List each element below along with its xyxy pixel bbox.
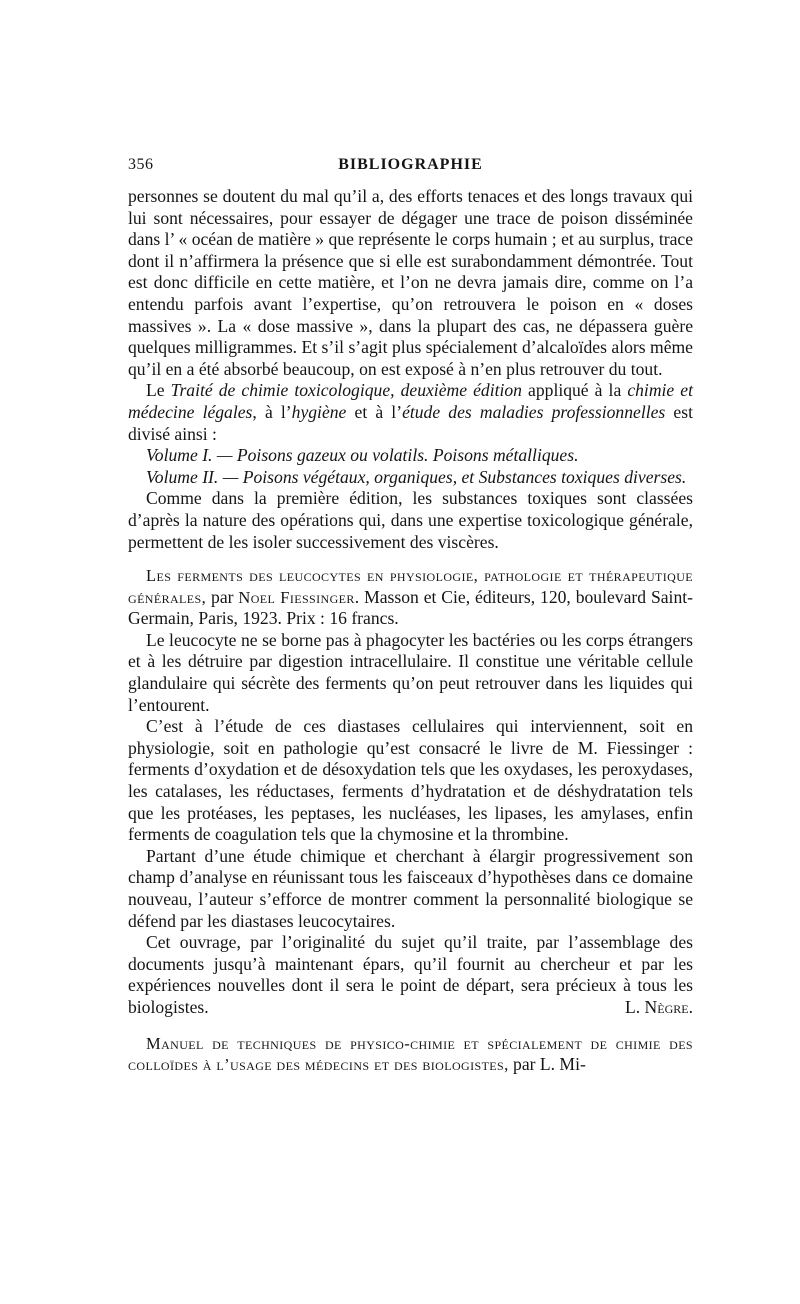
text: est divisé ainsi : — [128, 401, 693, 444]
field-name: chimie et médecine légales — [128, 380, 693, 422]
volume-1 — [128, 445, 693, 467]
review-author: Noel Fiessinger — [238, 587, 355, 607]
text: , à l’ — [252, 401, 292, 422]
text: Le — [146, 380, 171, 401]
page-number: 356 — [128, 156, 154, 173]
field-name: hygiène — [291, 401, 347, 422]
running-title: BIBLIOGRAPHIE — [338, 156, 483, 173]
review-title: Manuel de techniques de physico-chimie et spécialement de chimie des colloïdes à l’usage des médecins et des biologistes, — [128, 1033, 693, 1075]
review-heading-manuel — [128, 1033, 693, 1076]
paragraph-classification: Comme dans la première édition, les substances toxiques sont classées d’après la nature des opérations qui, dans une expertise toxicologique générale, permettent de les isoler successivement des viscères. — [128, 488, 693, 552]
review-heading-ferments — [128, 565, 693, 630]
text: et à l’ — [346, 401, 403, 422]
field-name: étude des maladies professionnelles — [402, 401, 666, 422]
text: par — [206, 586, 239, 607]
review-paragraph: Le leucocyte ne se borne pas à phagocyter les bactéries ou les corps étrangers et à les détruire par digestion intracellulaire. Il constitue une véritable cellule glandulaire qui sécrète des ferments qu’on peut retrouver dans les liquides qui l’entourent. — [128, 629, 693, 715]
text: par L. Mi- — [508, 1054, 586, 1075]
publisher-info: . Masson et Cie, éditeurs, 120, boulevard Saint-Germain, Paris, 1923. Prix : 16 francs. — [128, 586, 693, 629]
review-text: Cet ouvrage, par l’originalité du sujet qu’il traite, par l’assemblage des documents jusqu’à maintenant épars, qu’il fournit au chercheur et par les expériences nouvelles dont il sera le point de départ, sera précieux à tous les biologistes. — [128, 932, 693, 1017]
body-text — [128, 186, 693, 1076]
review-paragraph: Partant d’une étude chimique et cherchant à élargir progressivement son champ d’analyse en réunissant tous les faisceaux d’hypothèses dans ce domaine nouveau, l’auteur s’efforce de montrer comment la personnalité biologique se défend par les diastases leucocytaires. — [128, 845, 693, 931]
text: appliqué à la — [521, 380, 628, 401]
review-paragraph: C’est à l’étude de ces diastases cellulaires qui interviennent, soit en physiologie, soit en pathologie qu’est consacré le livre de M. Fiessinger : ferments d’oxydation et de désoxydation tels que les oxydases, les peroxydases, les catalases, les réductases, ferments d’hydratation et de déshydratation tels que les protéases, les peptases, les nucléases, les lipases, les amylases, enfin ferments de coagulation tels que la chymosine et la thrombine. — [128, 716, 693, 845]
volume-2-text: Volume II. — Poisons végétaux, organiques, et Substances toxiques diverses. — [146, 466, 687, 487]
book-title: Traité de chimie toxicologique, deuxième édition — [170, 380, 522, 401]
review-paragraph-final — [128, 932, 693, 1018]
review-title: Les ferments des leucocytes en physiologie, pathologie et thérapeutique générales, — [128, 566, 693, 607]
signature: L. Nègre. — [625, 996, 693, 1017]
volume-2 — [128, 467, 693, 489]
running-header — [128, 156, 693, 178]
paragraph-continuation: personnes se doutent du mal qu’il a, des efforts tenaces et des longs travaux qui lui sont nécessaires, pour essayer de dégager une trace de poison disséminée dans l’ « océan de matière » que représente le corps humain ; et au surplus, trace dont il n’affirmera la présence que si elle est surabondamment démontrée. Tout est donc difficile en cette matière, et l’on ne devra jamais dire, comme on l’a entendu parfois avant l’expertise, qu’on retrouvera le poison en « doses massives ». La « dose massive », dans la plupart des cas, ne dépassera guère quelques milligrammes. Et s’il s’agit plus spécialement d’alcaloïdes alors même qu’il en a été absorbé beaucoup, on est exposé à n’en plus retrouver du tout. — [128, 186, 693, 379]
paragraph-treatise — [128, 380, 693, 445]
volume-1-text: Volume I. — Poisons gazeux ou volatils. Poisons métalliques. — [146, 445, 579, 466]
